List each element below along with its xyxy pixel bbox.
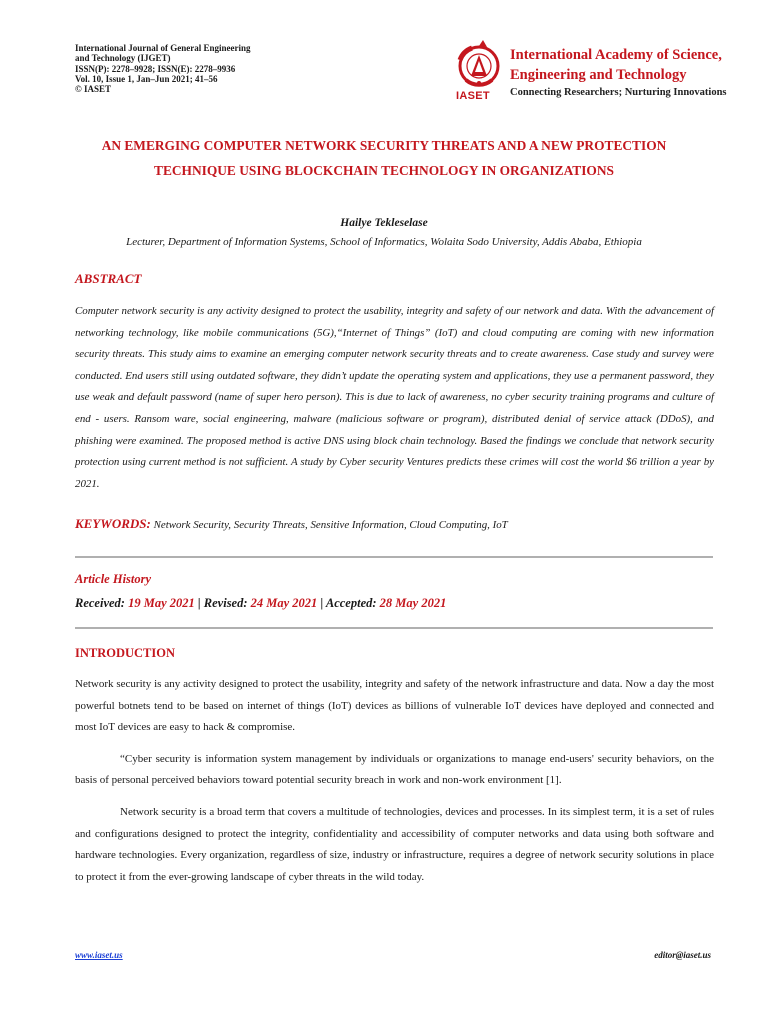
- abstract-text: Computer network security is any activity designed to protect the usability, integrity and safety of our network and data. With the advancement of networking technology, like mobile communications (5G),“Internet of Things” (IoT) and cloud computing are coming with new information security threats. This study aims to examine an emerging computer network security threats and to create awareness. Case study and survey were conducted. End users still using outdated software, they didn’t update the operating system and applications, they use a permanent password, they use weak and default password (name of super hero person). This is due to lack of awareness, no cyber security training programs and culture of end - users. Ransom ware, social engineering, malware (malicious software or program), distributed denial of service attack (DDoS), and phishing were examined. The proposed method is active DNS using block chain technology. Based the findings we conclude that network security protection using current method is not sufficient. A study by Cyber security Ventures predicts these crimes will cost the world $6 trillion a year by 2021.: [75, 305, 714, 490]
- section-divider: [75, 627, 713, 629]
- accepted-label: Accepted:: [325, 596, 377, 610]
- journal-info: [75, 43, 251, 94]
- revised-label: Revised:: [203, 596, 248, 610]
- history-separator: |: [320, 596, 324, 610]
- article-history-dates: [75, 596, 446, 611]
- publisher-name-line-1: International Academy of Science,: [510, 47, 722, 63]
- author-name: Hailye Tekleselase: [340, 217, 428, 229]
- publisher-name-line-2: Engineering and Technology: [510, 67, 687, 83]
- keywords: [75, 516, 714, 532]
- introduction-paragraph: Network security is a broad term that covers a multitude of technologies, devices and processes. In its simplest term, it is a set of rules and configurations designed to protect the integrity, confidentiality and accessibility of computer networks and data using both software and hardware technologies. Every organization, regardless of size, industry or infrastructure, requires a degree of network security solutions in place to protect it from the ever-growing landscape of cyber threats in the wild today.: [75, 805, 714, 883]
- keywords-list: Network Security, Security Threats, Sensitive Information, Cloud Computing, IoT: [153, 519, 508, 531]
- received-label: Received:: [75, 596, 125, 610]
- publisher-abbr: IASET: [456, 90, 490, 102]
- publisher-logo: [452, 40, 727, 104]
- introduction-paragraph: “Cyber security is information system management by individuals or organizations to manage end-users' security behaviors, on the basis of personal perceived behaviors toward potential security breach in work and non-work environment [1].: [75, 752, 714, 787]
- footer-email: editor@iaset.us: [654, 950, 711, 960]
- keywords-label: KEYWORDS:: [75, 516, 151, 531]
- abstract-heading: ABSTRACT: [75, 271, 142, 286]
- author-affiliation: Lecturer, Department of Information Systems, School of Informatics, Wolaita Sodo University, Addis Ababa, Ethiopia: [126, 236, 642, 248]
- received-date: 19 May 2021: [128, 596, 195, 610]
- journal-name-line-1: International Journal of General Engineering: [75, 43, 251, 53]
- journal-issn: ISSN(P): 2278–9928; ISSN(E): 2278–9936: [75, 63, 236, 74]
- introduction-heading: INTRODUCTION: [75, 646, 176, 660]
- introduction-body: [75, 674, 714, 898]
- publisher-tagline: Connecting Researchers; Nurturing Innovations: [510, 87, 727, 98]
- accepted-date: 28 May 2021: [379, 596, 447, 610]
- revised-date: 24 May 2021: [250, 596, 318, 610]
- paper-title: AN EMERGING COMPUTER NETWORK SECURITY THREATS AND A NEW PROTECTION TECHNIQUE USING BLOCKCHAIN TECHNOLOGY IN ORGANIZATIONS: [101, 138, 667, 178]
- article-history-heading: Article History: [75, 572, 152, 586]
- journal-copyright: © IASET: [75, 84, 111, 95]
- history-separator: |: [197, 596, 201, 610]
- journal-name-line-2: and Technology (IJGET): [75, 53, 171, 64]
- journal-volume: Vol. 10, Issue 1, Jan–Jun 2021; 41–56: [75, 73, 218, 84]
- section-divider: [75, 556, 713, 558]
- footer-website-link[interactable]: www.iaset.us: [75, 950, 123, 960]
- introduction-paragraph: Network security is any activity designed to protect the usability, integrity and safety of the network infrastructure and data. Now a day the most powerful botnets tend to be based on internet of things (IoT) devices as billions of vulnerable IoT devices have deployed and connected and most IoT devices are easy to hack & compromise.: [75, 678, 714, 734]
